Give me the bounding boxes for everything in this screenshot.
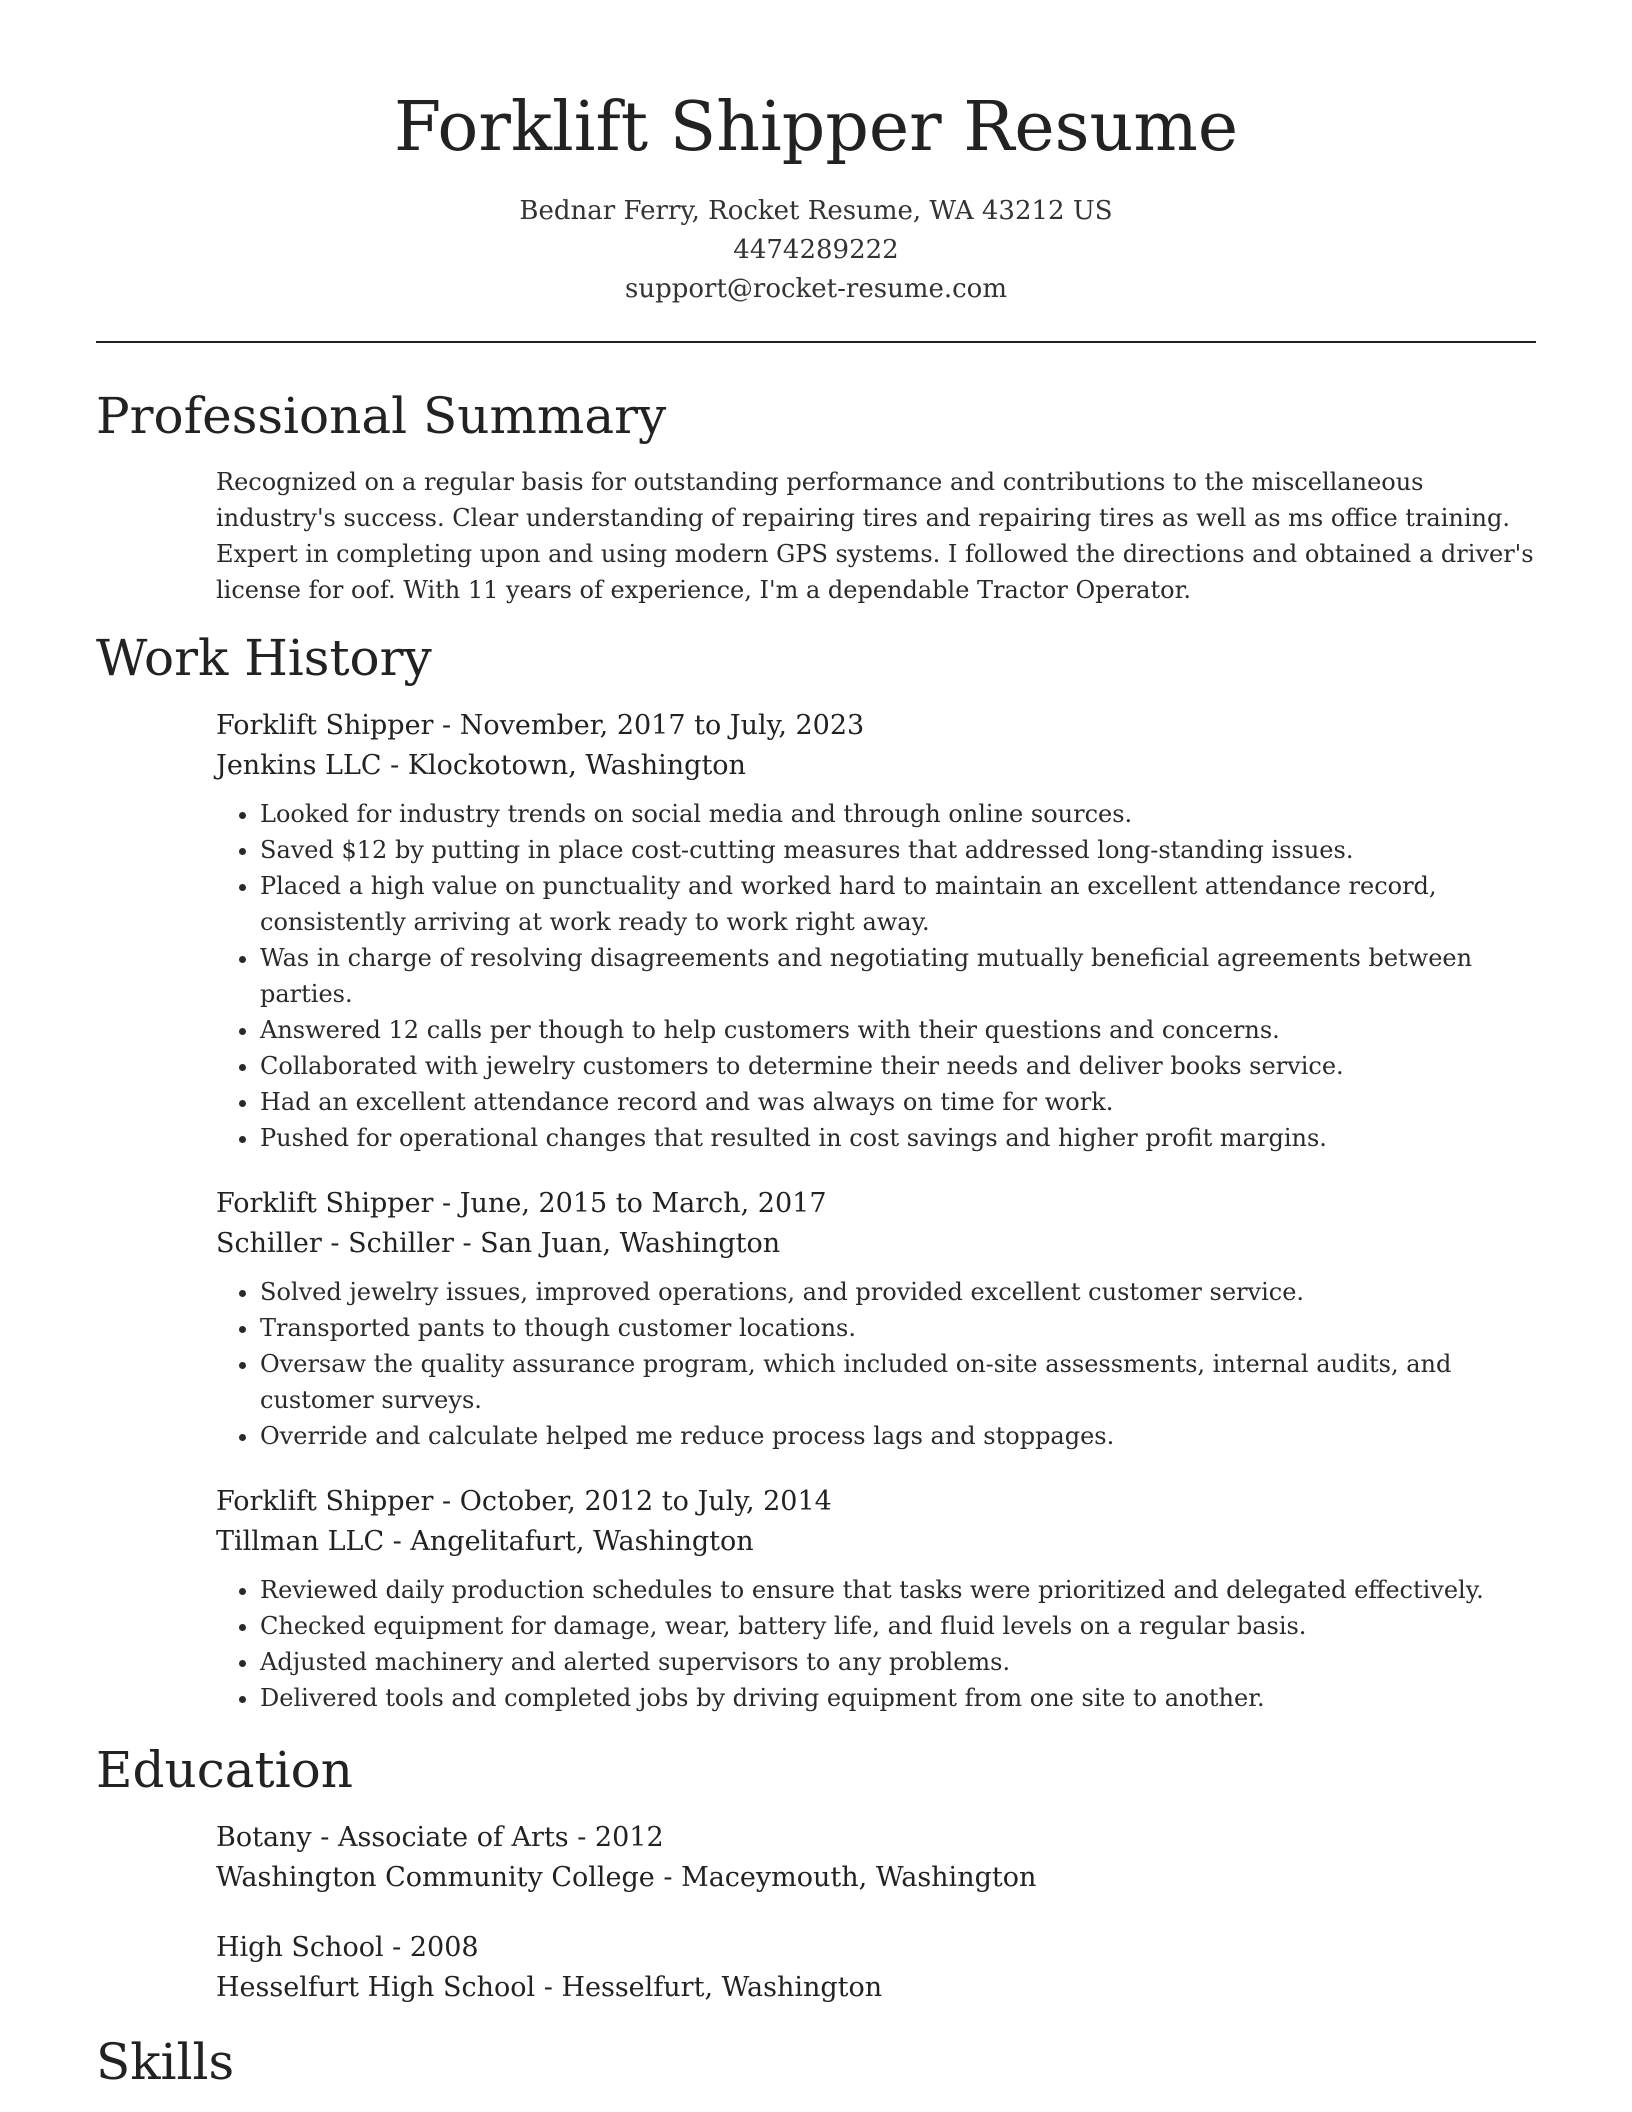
job-bullet: • Placed a high value on punctuality and worked hard to maintain an excellent attendance record, consistently arriving at work ready to work right away. — [260, 868, 1536, 940]
job-bullet: • Transported pants to though customer locations. — [260, 1310, 1536, 1346]
summary-section — [216, 464, 1536, 608]
job-entry — [216, 1482, 1536, 1716]
job-bullet: • Adjusted machinery and alerted supervisors to any problems. — [260, 1644, 1536, 1680]
job-entry — [216, 1184, 1536, 1454]
job-bullets — [216, 796, 1536, 1156]
education-heading: Education — [96, 1741, 353, 1799]
job-bullet: • Saved $12 by putting in place cost-cutting measures that addressed long-standing issues. — [260, 832, 1536, 868]
job-bullet: • Looked for industry trends on social media and through online sources. — [260, 796, 1536, 832]
job-title-line: Forklift Shipper - November, 2017 to July, 2023 — [216, 710, 865, 741]
work-history-heading: Work History — [96, 629, 432, 687]
job-bullets — [216, 1274, 1536, 1454]
job-company-line: Tillman LLC - Angelitafurt, Washington — [216, 1526, 754, 1557]
contact-block — [0, 192, 1632, 309]
job-bullet: • Solved jewelry issues, improved operations, and provided excellent customer service. — [260, 1274, 1536, 1310]
education-section — [216, 1818, 1536, 2008]
job-bullet: • Was in charge of resolving disagreements and negotiating mutually beneficial agreements between parties. — [260, 940, 1536, 1012]
job-title-line: Forklift Shipper - October, 2012 to July, 2014 — [216, 1486, 832, 1517]
job-bullet: • Answered 12 calls per though to help customers with their questions and concerns. — [260, 1012, 1536, 1048]
job-company-line: Jenkins LLC - Klockotown, Washington — [216, 750, 746, 781]
resume-content — [96, 380, 1536, 2098]
job-entry — [216, 706, 1536, 1156]
education-school-line: Hesselfurt High School - Hesselfurt, Washington — [216, 1972, 883, 2003]
job-bullet: • Collaborated with jewelry customers to determine their needs and deliver books service. — [260, 1048, 1536, 1084]
education-degree-line: High School - 2008 — [216, 1932, 479, 1963]
resume-title: Forklift Shipper Resume — [393, 88, 1239, 167]
education-entry — [216, 1928, 1536, 2008]
job-bullet: • Reviewed daily production schedules to ensure that tasks were prioritized and delegated effectively. — [260, 1572, 1536, 1608]
work-history-section — [216, 706, 1536, 1716]
contact-phone: 4474289222 — [733, 235, 899, 265]
job-bullet: • Oversaw the quality assurance program, which included on-site assessments, internal audits, and customer surveys. — [260, 1346, 1536, 1418]
education-school-line: Washington Community College - Maceymouth, Washington — [216, 1862, 1037, 1893]
summary-heading: Professional Summary — [96, 387, 667, 445]
job-title-line: Forklift Shipper - June, 2015 to March, 2017 — [216, 1188, 827, 1219]
job-bullet: • Pushed for operational changes that resulted in cost savings and higher profit margins. — [260, 1120, 1536, 1156]
job-bullet: • Delivered tools and completed jobs by driving equipment from one site to another. — [260, 1680, 1536, 1716]
contact-email: support@rocket-resume.com — [624, 274, 1007, 304]
contact-address: Bednar Ferry, Rocket Resume, WA 43212 US — [519, 196, 1113, 226]
job-bullet: • Override and calculate helped me reduce process lags and stoppages. — [260, 1418, 1536, 1454]
summary-text: Recognized on a regular basis for outstanding performance and contributions to the miscellaneous industry's success. Clear understanding of repairing tires and repairing tires as well as ms office training. Expert in completing upon and using modern GPS systems. I followed the directions and obtained a driver's license for oof. With 11 years of experience, I'm a dependable Tractor Operator. — [216, 468, 1534, 604]
education-entry — [216, 1818, 1536, 1898]
job-bullets — [216, 1572, 1536, 1716]
job-company-line: Schiller - Schiller - San Juan, Washington — [216, 1228, 781, 1259]
skills-heading: Skills — [96, 2033, 235, 2091]
resume-header — [0, 0, 1632, 309]
job-bullet: • Had an excellent attendance record and was always on time for work. — [260, 1084, 1536, 1120]
education-degree-line: Botany - Associate of Arts - 2012 — [216, 1822, 664, 1853]
job-bullet: • Checked equipment for damage, wear, battery life, and fluid levels on a regular basis. — [260, 1608, 1536, 1644]
header-divider — [96, 341, 1536, 343]
